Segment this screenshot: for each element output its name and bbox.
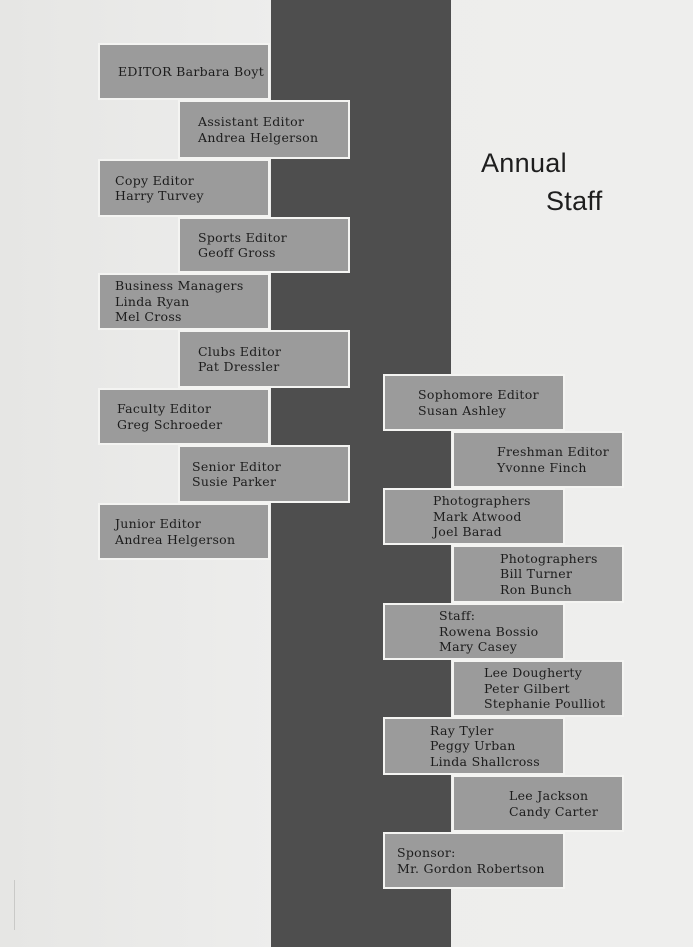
staff-line: Mark Atwood — [433, 508, 522, 524]
staff-line: Rowena Bossio — [439, 623, 539, 639]
staff-box-photographers-2 — [452, 545, 624, 603]
staff-line: Andrea Helgerson — [198, 129, 319, 145]
staff-line: Mel Cross — [115, 309, 182, 325]
staff-box-business-managers — [98, 273, 270, 330]
staff-box-freshman-editor — [452, 431, 624, 488]
staff-line: Photographers — [500, 550, 598, 566]
staff-box-sponsor — [383, 832, 565, 889]
staff-line: Harry Turvey — [115, 188, 204, 203]
staff-box-assistant-editor — [178, 100, 350, 159]
staff-box-clubs-editor — [178, 330, 350, 388]
staff-line: Faculty Editor — [117, 401, 212, 416]
staff-box-staff-cont-3 — [452, 775, 624, 832]
staff-line: Mary Casey — [439, 639, 518, 655]
staff-line: Geoff Gross — [198, 245, 276, 260]
staff-line: Linda Shallcross — [430, 753, 540, 769]
staff-box-copy-editor — [98, 159, 270, 217]
staff-line: Junior Editor — [115, 516, 202, 531]
staff-line: Sophomore Editor — [418, 387, 539, 402]
staff-box-staff — [383, 603, 565, 660]
staff-line: Sponsor: — [397, 845, 456, 860]
title-line-annual: Annual — [481, 148, 567, 178]
staff-line: Joel Barad — [433, 524, 502, 540]
scan-edge-mark — [14, 880, 15, 930]
staff-line: Peter Gilbert — [484, 680, 570, 696]
staff-box-photographers-1 — [383, 488, 565, 545]
staff-line: Lee Dougherty — [484, 665, 583, 681]
staff-line: Yvonne Finch — [497, 459, 587, 475]
staff-box-staff-cont-1 — [452, 660, 624, 717]
staff-line: Copy Editor — [115, 172, 195, 188]
staff-line: Candy Carter — [509, 803, 599, 819]
staff-line: Sports Editor — [198, 229, 288, 245]
staff-line: Business Managers — [115, 278, 244, 294]
staff-line: Assistant Editor — [198, 114, 305, 129]
staff-box-faculty-editor — [98, 388, 270, 445]
staff-box-sports-editor — [178, 217, 350, 273]
staff-line: Peggy Urban — [430, 738, 516, 754]
staff-line: EDITOR Barbara Boyt — [118, 63, 265, 79]
staff-line: Ray Tyler — [430, 722, 494, 738]
staff-line: Photographers — [433, 493, 531, 509]
staff-line: Andrea Helgerson — [115, 531, 236, 547]
staff-line: Pat Dressler — [198, 359, 280, 374]
staff-line: Greg Schroeder — [117, 416, 223, 432]
staff-line: Ron Bunch — [500, 581, 572, 597]
staff-box-junior-editor — [98, 503, 270, 560]
staff-line: Clubs Editor — [198, 343, 282, 359]
title-line-staff: Staff — [546, 186, 603, 216]
staff-line: Linda Ryan — [115, 293, 190, 309]
staff-line: Staff: — [439, 608, 476, 624]
staff-line: Susan Ashley — [418, 402, 507, 418]
staff-line: Bill Turner — [500, 566, 573, 582]
staff-box-editor — [98, 43, 270, 100]
staff-box-senior-editor — [178, 445, 350, 503]
staff-line: Freshman Editor — [497, 444, 609, 459]
staff-line: Stephanie Poulliot — [484, 696, 606, 712]
staff-box-sophomore-editor — [383, 374, 565, 431]
staff-box-staff-cont-2 — [383, 717, 565, 775]
staff-line: Susie Parker — [192, 474, 277, 489]
staff-line: Mr. Gordon Robertson — [397, 860, 545, 876]
staff-line: Senior Editor — [192, 458, 282, 474]
staff-line: Lee Jackson — [509, 788, 589, 803]
